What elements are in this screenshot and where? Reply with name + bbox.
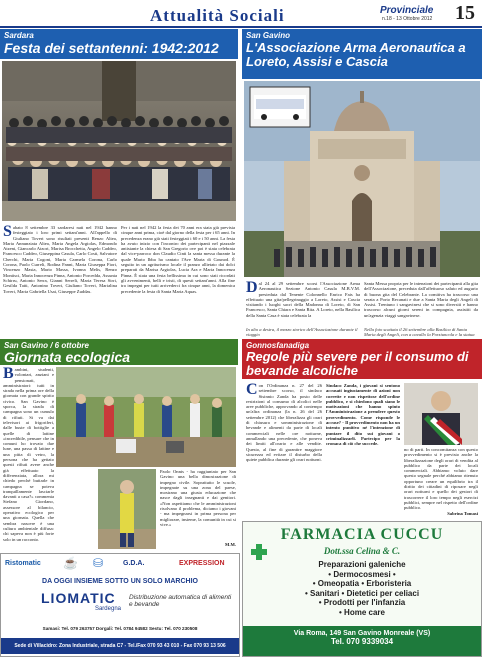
pharmacy-service-2: • Omeopatia • Erboristeria bbox=[312, 579, 412, 588]
ecologica-text-1: ambini, studenti, volontari, anziani e pensionati, amministratori: tutti in strada nella prima ore della giornata con grande spirito civico. San Gavino è sporca, la strada di campagna sono un cumulo di rifiuti. Si va dai televisori ai frigoriferi, dalle buste di bottiglie a quelle di lattine «incredibile, pensare che in comuni ho trovato due lune, una passa di lattine e una pitta di vetro, la persona che ha gettato questi rifiuti avere anche già effettuato la differenziata, allora mi chiedo perché buttarle in campagna se poteva tranquillamente lasciarle davanti a casa?» commenta Stefano Giordano, assessore al bilancio, operativo ecologico per una giornata. Quella che sembra nascere è una cultura ambientale diffusa: chi sapeva non è più forte solo in un racconto. bbox=[3, 367, 54, 542]
sardara-title: Festa dei settantenni: 1942:2012 bbox=[4, 40, 219, 56]
gonnosfanadiga-text-3: no di parti. In concomitanza con questo provvedimento si è previsto anche la liberalizzazione degli orari di vendita al pubblico da parte dei locali commerciali. Abbiamo voluto dare questo segnale perché abbiamo ritenuto opportuno creare un equilibrio tra il diritto dei cittadini di riposare negli orari notturni e quello dei gestori di trascorrere il loro tempo negli esercizi pubblici, sempre nel rispetto dell'ordine pubblico. bbox=[404, 447, 478, 511]
aeronautica-text-2: Santa Messa propria per le intenzioni dei partecipanti alla gita dell'Associazione, preceduta dall'affettuoso saluto ed augurio di buona gita del Celebrante. La comitiva ha trascorso una serata a Porto Recanati e due a Santa Maria degli Angeli di Assisi. Trentuno i sangavinesi che si sono diversiti e hanno trascorso alcuni giorni sereni in compagnia, assistiti da un'agenzia viaggi sangavinese. bbox=[364, 281, 478, 318]
pharmacy-service-1: • Dermocosmesi • bbox=[328, 569, 396, 579]
aeronautica-col-1 bbox=[246, 281, 360, 327]
farmacia-ad bbox=[242, 521, 482, 657]
pharmacy-cross-icon bbox=[251, 544, 267, 560]
basilica-photo-image bbox=[244, 81, 480, 277]
aeronautica-col-2 bbox=[364, 281, 478, 327]
coop-brands-row bbox=[3, 556, 237, 576]
publication-name: Provinciale bbox=[380, 5, 434, 16]
pharmacy-service-4: • Prodotti per l'infanzia bbox=[318, 598, 406, 607]
article-aeronautica bbox=[242, 29, 482, 337]
article-ecologica bbox=[0, 339, 238, 551]
sardara-col-1 bbox=[3, 225, 117, 333]
ecologica-kicker: San Gavino / 6 ottobre bbox=[4, 341, 89, 350]
gonnosfanadiga-text-1: on l'Ordinanza n. 27 del 26 settembre scorso, il sindaco Sisinnio Zanda ha posto delle restrizioni al consumo di alcolici nelle aree pubbliche, approvando al contempo un'altra ordinanza (la n. 26 del 26 settembre 2012) che liberalizza gli orari di chiusura e somministrazione di bevande e alimenti da parte di locali commerciali nelle ore notturne, annullando una precedente, che poneva dei limiti all'orario e alle vendite. Questo, al fine di garantire maggiore sicurezza ed evitare il disturbo della quiete pubblica durante gli orari notturni. bbox=[246, 383, 322, 463]
ecologica-title: Giornata ecologica bbox=[4, 349, 131, 365]
liomatic-desc: Distribuzione automatica di alimenti e bevande bbox=[129, 594, 232, 608]
article-gonnosfanadiga bbox=[242, 339, 482, 519]
pharmacy-service-5: • Home care bbox=[339, 607, 385, 617]
aeronautica-text-1: al 24 al 29 settembre scorsi l'Associazione Arma Aeronautica Sezione Antonio Casula M.B.V.M. presieduta dal Tenente Colonnello Enrico Fais ha effettuato una gita/pellegrinaggio a Loreto, Assisi e Cascia visitando i luoghi sacri della Madonna di Loreto, di San Francesco, Santa Chiara e Santa Rita. A Loreto, nella Basilica della Santa Casa è stata celebrata la bbox=[246, 281, 360, 318]
ecologica-signature: M.M. bbox=[225, 542, 236, 547]
students-photo-image bbox=[56, 367, 236, 467]
aeronautica-banner bbox=[242, 29, 482, 79]
liomatic-address: Sede di Villacidro: Zona Industriale, strada C7 - Tel./Fax 070 93 43 010 - Fax 070 93 13 506 bbox=[1, 638, 239, 654]
expression-logo: EXPRESSION bbox=[179, 560, 225, 567]
ecologica-text-2: Paolo Onnis - ha raggiuntato per San Gavino una bella dimostrazione di impegno civile. Soprattutto le scuole, impegnate su una zona del paese, mostrano una giusta educazione che nasce dagli insegnanti e dai genitori. «Non aspettiamo che le amministrazioni risolvano il problema, diciamo i giovani - ma impegnarsi in prima persona per migliorare, insieme, la comunità in cui si vive.» bbox=[160, 469, 236, 527]
aeronautica-dropcap: D bbox=[246, 281, 258, 296]
gonnosfanadiga-title: Regole più severe per il consumo di bevande alcoliche bbox=[246, 349, 469, 378]
ecologica-col-2 bbox=[160, 469, 236, 541]
pharmacy-contact-bar bbox=[243, 626, 481, 656]
water-bottle-icon: ⛁ bbox=[93, 556, 104, 570]
sardara-banner bbox=[0, 29, 238, 59]
aeronautica-kicker: San Gavino bbox=[246, 31, 291, 40]
pharmacy-service-3: • Sanitari • Dietetici per celiaci bbox=[304, 588, 420, 598]
sardara-text-1: abato 8 settembre 33 sardaresi nati nel 1942 hanno festeggiato i loro primi settant'anni. All'appello di Giuliano Toveri sono risultati presenti Renzo Altea, Maria Annunziata Altea, Maria Angela Argiolas, Edmondo Atzeni, Giancarlo Atzori, Marisa Brocchetta, Angelo Caddeo, Francesco Caddeo, Giuseppina Casula, Carlo Costi, Salvatore Cherchi, Maria Cogoni, Maria Carmela Corona, Carlo Corona, Paolo Curreli, Rodina Fanni, Maria Giuseppa Fiori, Vincenzo Masia, Mario Massa, Ivonna Melis, Renzo Montisci, Maria Innocenza Pinna, Antonio Porcedda, Assunta Schirru, Antonio Serra, Gianni Serreli, Maria Teresa Sirri, Gesilda Tatti, Antonino Toveri, Giuliano Toveri, Marialina Toveri, Maria Gabriella Usai, Giuseppe Zuddas. bbox=[3, 225, 117, 294]
liomatic-phones: Samasi: Tel. 079 263757 Dorgali: Tel. 0784 94582 Sestu: Tel. 070 230508 bbox=[42, 626, 198, 631]
sardara-dropcap: S bbox=[3, 225, 12, 240]
header-rule bbox=[0, 26, 482, 28]
liomatic-ad bbox=[0, 553, 240, 657]
section-title: Attualità Sociali bbox=[150, 6, 285, 25]
gonnosfanadiga-col-1 bbox=[246, 383, 322, 517]
students-photo bbox=[56, 367, 236, 467]
basilica-photo bbox=[244, 81, 480, 277]
pharmacy-services bbox=[251, 560, 473, 617]
pharmacy-service-0: Preparazioni galeniche bbox=[318, 560, 406, 569]
aeronautica-caption-left: In alto a destra, il mezzo storico dell'Associazione durante il viaggio bbox=[246, 327, 358, 338]
pharmacy-tel: Tel. 070 9339034 bbox=[330, 637, 394, 646]
ecologica-dropcap: B bbox=[3, 367, 14, 382]
ecologica-col-1 bbox=[3, 367, 54, 547]
gonnosfanadiga-banner bbox=[242, 339, 482, 379]
pharmacy-name: FARMACIA CUCCU bbox=[280, 526, 444, 543]
sardara-text-2: Per i nati nel 1942 la festa dei 70 anni era stata già prevista cinque anni prima, cioè dal giorno della festa per i 65 anni. In precedenza erano già stati festeggiati i 60 e i 50 anni. La festa ha avuto inizio con l'incontro dei partecipanti nel piazzale antistante la chiesa di San Gregorio ove poi è stata celebrata dal vice-parroco don Claudio Cinti la santa messa durante la quale Mario Ibba ha cantato l'Ave Maria di Gounod. È seguito in un agriturismo locale il pranzo allietato dai dolci preparati da Marisa Argiolas, Lucia Ara e Maria Innocenza Pinna. È stata una festa bellissima in cui sono stati ricordati gli avvenimenti, belli e tristi, di questi settant'anni. Alla fine tra impegni per tutti arrivederci fra cinque anni, la domenica precedente la festa di Santa Maria Aquas. bbox=[121, 225, 235, 294]
volunteer-photo-image bbox=[98, 469, 156, 549]
group-photo bbox=[2, 61, 236, 221]
aeronautica-caption-right: Nella foto scattata il 26 settembre alla Basilica di Santa Maria degli Angeli, con a cavallo la Porziuncola e la statua bbox=[364, 327, 475, 338]
gonnosfanadiga-dropcap: C bbox=[246, 383, 258, 398]
gonnosfanadiga-text-2: Sindaco Zanda, i giovani si sentono accusati ingiustamente di azioni non corrette e non rispettose dell'ordine pubblico, e si chiedono quali siano le motivazioni che hanno spinto l'Amministrazione a prendere questo provvedimento. Come risponde le accuse? - Il provvedimento non ha un intento punitivo né l'intenzione di puntare il dito sui giovani o criminalizzarli. Partecipo per la cronaca di ciò che succede. bbox=[326, 383, 400, 447]
gonnosfanadiga-col-3 bbox=[404, 447, 478, 511]
gonnosfanadiga-kicker: Gonnosfanadiga bbox=[246, 341, 310, 350]
gonnosfanadiga-col-2 bbox=[326, 383, 400, 517]
mayor-photo bbox=[404, 383, 478, 445]
page-number: 15 bbox=[455, 2, 475, 24]
pharmacy-owner: Dott.ssa Celina & C. bbox=[323, 546, 401, 556]
sardara-kicker: Sardara bbox=[4, 31, 34, 40]
volunteer-photo bbox=[98, 469, 156, 549]
sardara-col-2 bbox=[121, 225, 235, 333]
coffee-cup-icon: ☕ bbox=[63, 556, 78, 570]
aeronautica-title: L'Associazione Arma Aeronautica a Loreto, Assisi e Cascia bbox=[246, 40, 466, 69]
ecologica-banner bbox=[0, 339, 238, 365]
issue-date: n.18 - 13 Ottobre 2012 bbox=[382, 16, 433, 22]
liomatic-region: Sardegna bbox=[94, 606, 121, 612]
coop-tagline: DA OGGI INSIEME SOTTO UN SOLO MARCHIO bbox=[42, 578, 198, 585]
gonnosfanadiga-signature: Sabrina Tomasi bbox=[447, 511, 478, 516]
ristomatic-logo: Ristomatic bbox=[5, 560, 41, 567]
liomatic-logo bbox=[41, 590, 121, 618]
pharmacy-address: Via Roma, 149 San Gavino Monreale (VS) bbox=[293, 630, 431, 637]
mayor-photo-image bbox=[404, 383, 478, 445]
gda-logo: G.D.A. bbox=[123, 560, 145, 567]
article-sardara bbox=[0, 29, 238, 337]
liomatic-name: LIOMATIC bbox=[41, 590, 116, 606]
group-photo-image bbox=[2, 61, 236, 221]
